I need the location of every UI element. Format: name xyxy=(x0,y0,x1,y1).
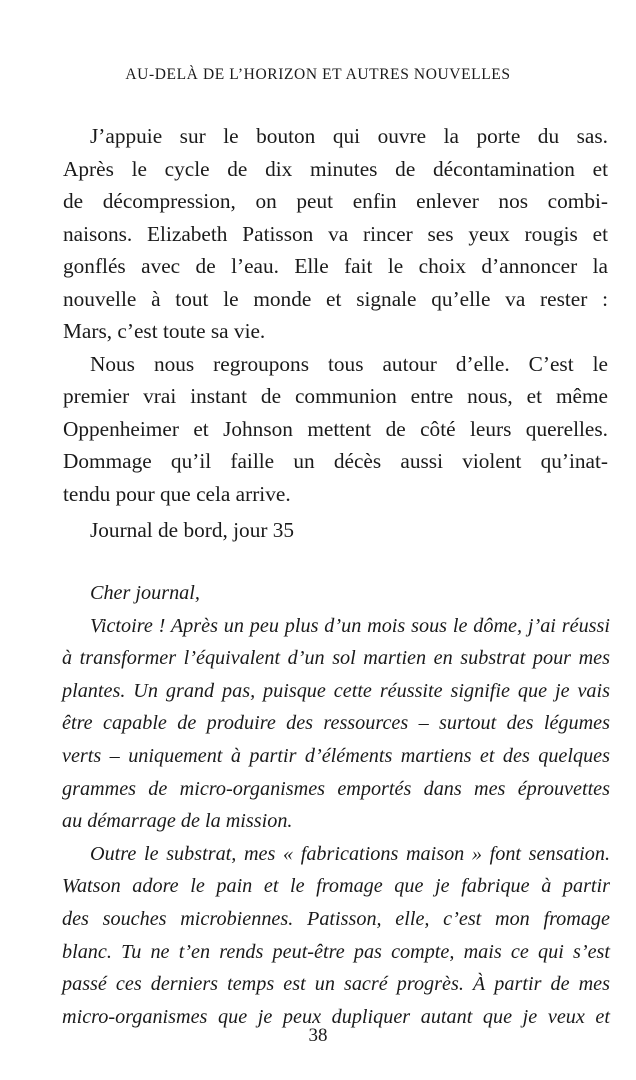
text-line: tendu pour que cela arrive. xyxy=(63,481,291,506)
text-line: naisons. Elizabeth Patisson va rincer ses yeux rougis et xyxy=(63,221,608,246)
journal-line: micro-organismes que je peux dupliquer autant que je veux et xyxy=(62,1005,610,1028)
journal-line: plantes. Un grand pas, puisque cette réussite signifie que je vais xyxy=(62,679,610,702)
text-line: Mars, c’est toute sa vie. xyxy=(63,319,266,343)
journal-line: au démarrage de la mission. xyxy=(62,810,293,833)
paragraph-1 xyxy=(63,120,608,348)
text-line: de décompression, on peut enfin enlever nos combi- xyxy=(63,189,608,213)
journal-heading: Journal de bord, jour 35 xyxy=(90,518,295,542)
running-head: AU-DELÀ DE L’HORIZON ET AUTRES NOUVELLES xyxy=(125,66,511,83)
journal-line: des souches microbiennes. Patisson, elle, c’est mon fromage xyxy=(62,907,610,930)
journal-line: verts – uniquement à partir d’éléments martiens et des quelques xyxy=(62,744,610,767)
text-line: Nous nous regroupons tous autour d’elle. C’est le xyxy=(90,351,608,376)
journal-line: Watson adore le pain et le fromage que je fabrique à partir xyxy=(62,875,610,898)
journal-entry xyxy=(62,577,610,1033)
text-line: Oppenheimer et Johnson mettent de côté leurs querelles. xyxy=(63,416,608,441)
journal-salutation: Cher journal, xyxy=(90,582,200,604)
body-text xyxy=(63,120,608,510)
journal-line: blanc. Tu ne t’en rends peut-être pas compte, mais ce qui s’est xyxy=(62,940,610,963)
journal-paragraph-1 xyxy=(62,610,610,838)
page-number: 38 xyxy=(308,1025,328,1046)
journal-line: Victoire ! Après un peu plus d’un mois sous le dôme, j’ai réussi xyxy=(90,614,610,637)
paragraph-2 xyxy=(63,348,608,511)
journal-line: à transformer l’équivalent d’un sol martien en substrat pour mes xyxy=(62,647,610,670)
journal-line: grammes de micro-organismes emportés dans mes éprouvettes xyxy=(62,777,610,800)
journal-line: être capable de produire des ressources – surtout des légumes xyxy=(62,712,610,735)
text-line: nouvelle à tout le monde et signale qu’elle va rester : xyxy=(63,286,608,311)
text-line: J’appuie sur le bouton qui ouvre la porte du sas. xyxy=(90,124,608,148)
text-line: Après le cycle de dix minutes de décontamination et xyxy=(63,156,608,181)
journal-line: passé ces derniers temps est un sacré progrès. À partir de mes xyxy=(62,973,610,996)
journal-line: Outre le substrat, mes « fabrications maison » font sensation. xyxy=(90,842,610,865)
text-line: Dommage qu’il faille un décès aussi violent qu’inat- xyxy=(63,449,608,473)
text-line: premier vrai instant de communion entre nous, et même xyxy=(63,384,608,408)
journal-paragraph-2 xyxy=(62,838,610,1034)
text-line: gonflés avec de l’eau. Elle fait le choix d’annoncer la xyxy=(63,254,608,278)
